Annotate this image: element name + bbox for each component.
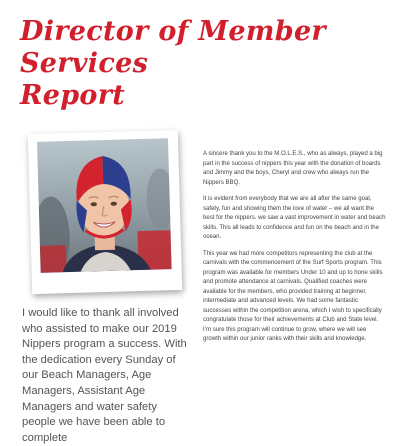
report-body-column: [203, 150, 386, 352]
body-paragraph-3: This year we had more competitors representing the club at the carnivals with the commencement of the Surf Sports program. This program was available for members Under 10 and up to hone skills and promote attendance at carnivals. Qualified coaches were available for the members, who provided training at beginner, intermediate and advanced levels. We had some fantastic successes within the competition arena, which I wish to specifically congratulate those for their achievements at Club and State level. I’m sure this program will continue to grow, where we will see growth within our junior ranks with their skills and knowledge.: [203, 250, 383, 342]
intro-paragraph: I would like to thank all involved who assisted to make our 2019 Nippers program a success. With the dedication every Sunday of our Beach Managers, Age Managers, Assistant Age Managers and water safety people we have been able to complete: [22, 307, 187, 444]
polaroid-photo-frame: [28, 130, 182, 294]
body-paragraph-2: It is evident from everybody that we are all after the same goal, safety, fun and showing them the love of water – we all want the best for the nippers. we saw a vast improvement in water and beach skills. This all leads to confidence and fun on the beach and in the ocean.: [203, 196, 386, 240]
body-paragraph-1: A sincere thank you to the M.O.L.E.S., who as always, played a big part in the success of nippers this year with the donation of boards and Jimmy and the boys, Cheryl and crew who always run the Nippers BBQ.: [203, 151, 383, 186]
portrait-photo: [37, 138, 172, 273]
title-line-2: Report: [20, 80, 126, 111]
report-title: [20, 16, 400, 112]
title-line-1: Director of Member Services: [20, 16, 326, 79]
